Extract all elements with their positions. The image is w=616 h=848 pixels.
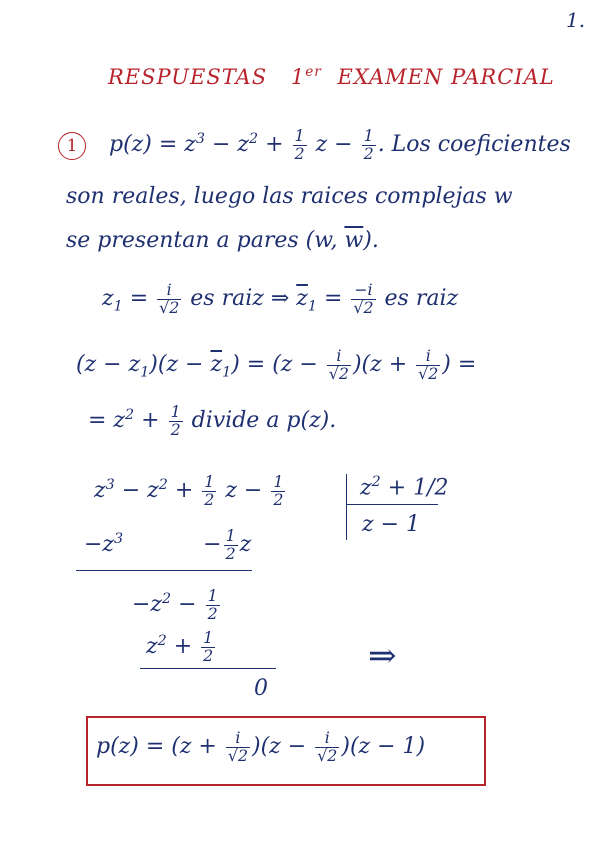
root-line: $z_1$ = $\frac{i}{√2}$ es raiz ⇒ $\overline{z}_1$ = $\frac{-i}{√2}$ es raiz [102, 280, 459, 317]
division-bracket-vertical [346, 474, 347, 540]
division-subtract-1: $-z^3$ − $\frac{1}{2}$ z [84, 526, 252, 563]
title-ordinal: 1er [290, 64, 322, 89]
text-line-3: se presentan a pares (w, $\overline{w}$). [66, 228, 379, 253]
problem-number: 1 [58, 132, 86, 160]
page-number: 1. [566, 8, 586, 32]
title-word1: RESPUESTAS [108, 65, 268, 89]
division-dividend: $z^3 - z^2$ + $\frac{1}{2}$ z − $\frac{1}{2}$ [94, 472, 284, 509]
divides-line: = $z^2$ + $\frac{1}{2}$ divide a p(z). [88, 402, 337, 439]
division-rule-2 [140, 668, 276, 669]
division-bracket-horizontal [346, 504, 438, 505]
polynomial-line: 1 $p(z) = z^3 - z^2$ + $\frac{1}{2}$ z − $\frac{1}{2}$ . Los coeficientes [58, 128, 571, 162]
division-divisor: $z^2 + 1/2$ [360, 474, 449, 501]
implies-arrow: ⇒ [368, 636, 397, 676]
result-factorization: p(z) = (z + $\frac{i}{√2}$ )(z − $\frac{i}{√2}$ )(z − 1) [96, 728, 426, 765]
division-quotient: z − 1 [362, 512, 421, 537]
product-line: $(z - z_1)(z - \overline{z}_1) = (z$ − $\frac{i}{√2}$ )(z + $\frac{i}{√2}$ ) = [76, 346, 477, 383]
title-word2: EXAMEN PARCIAL [337, 65, 555, 89]
division-remainder-final: 0 [254, 676, 268, 701]
division-rule-1 [76, 570, 252, 571]
text-line-2: son reales, luego las raices complejas w [66, 184, 513, 209]
division-subtract-2: $z^2$ + $\frac{1}{2}$ [146, 628, 214, 665]
division-remainder-1: $-z^2$ − $\frac{1}{2}$ [132, 586, 218, 623]
page-title [108, 64, 555, 89]
